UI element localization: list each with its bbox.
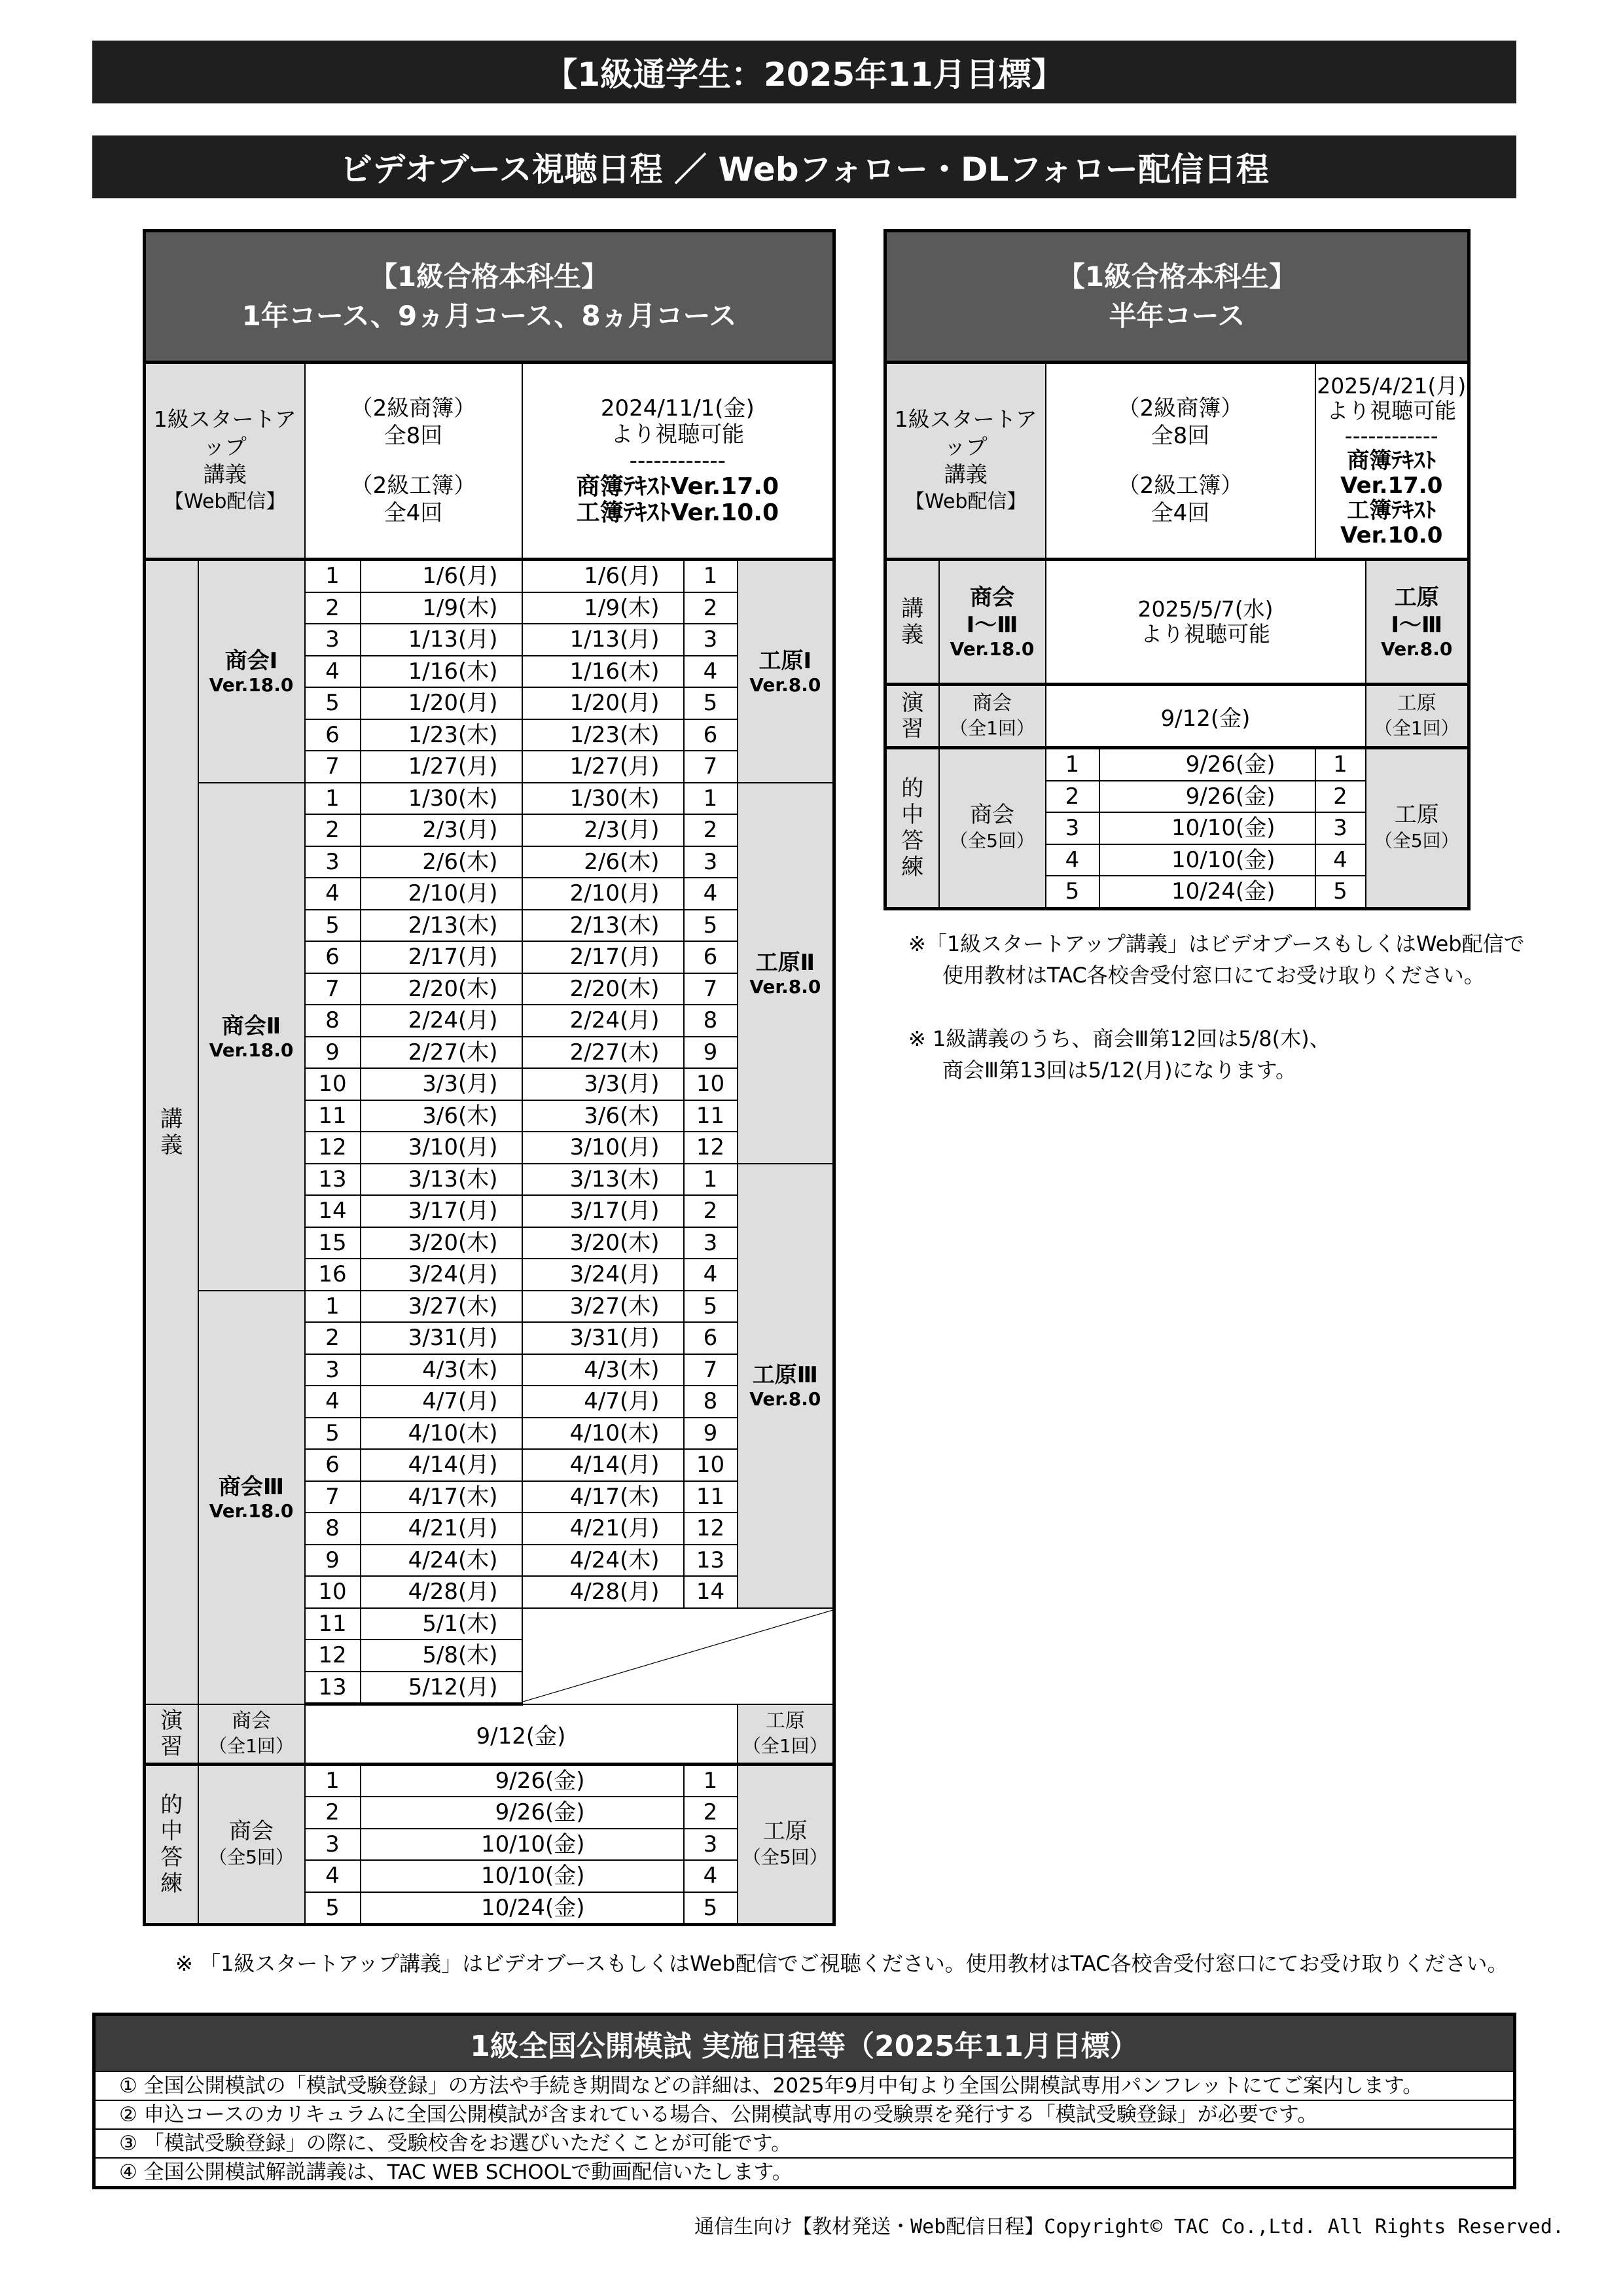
- videobooth-date: 1/30(木): [361, 783, 522, 815]
- kogen-session-number: 14: [684, 1576, 738, 1608]
- kogen-session-number: 10: [684, 1449, 738, 1481]
- mock-exam-line-1: ① 全国公開模試の「模試受験登録」の方法や手続き期間などの詳細は、2025年9月中旬より全国公開模試専用パンフレットにてご案内します。: [96, 2071, 1513, 2100]
- shokai-session-number: 3: [305, 624, 361, 656]
- right-shokai-range: 商会 Ⅰ～Ⅲ Ver.18.0: [939, 560, 1046, 685]
- right-ensyu-label: 演習: [885, 685, 939, 748]
- shokai-session-number: 10: [305, 1576, 361, 1608]
- web-delivery-date: 2/20(木): [522, 973, 684, 1005]
- kogen-session-number: 6: [684, 1322, 738, 1354]
- right-tekichu-shokai-number: 2: [1046, 781, 1099, 813]
- videobooth-date: 4/28(月): [361, 1576, 522, 1608]
- right-kogi-label: 講義: [885, 560, 939, 685]
- tekichu-kogen: 工原 （全5回）: [738, 1764, 834, 1925]
- web-delivery-date: 3/27(木): [522, 1291, 684, 1323]
- mock-exam-line-2: ② 申込コースのカリキュラムに全国公開模試が含まれている場合、公開模試専用の受験票を発行する「模試受験登録」が必要です。: [96, 2100, 1513, 2128]
- web-delivery-date: 3/3(月): [522, 1068, 684, 1100]
- bottom-note: ※ 「1級スタートアップ講義」はビデオブースもしくはWeb配信でご視聴ください。使用教材はTAC各校舎受付窓口にてお受け取りください。: [175, 1951, 1508, 1976]
- videobooth-date: 3/31(月): [361, 1322, 522, 1354]
- right-ensyu-kogen: 工原 （全1回）: [1366, 685, 1469, 748]
- web-delivery-date: 4/7(月): [522, 1386, 684, 1418]
- shokai-1-label: 商会Ⅰ Ver.18.0: [198, 560, 305, 783]
- ensyu-date: 9/12(金): [305, 1704, 738, 1765]
- videobooth-date: 3/10(月): [361, 1132, 522, 1164]
- tekichu-label: 的中答練: [145, 1764, 198, 1925]
- web-delivery-date: 2/24(月): [522, 1005, 684, 1037]
- shokai-session-number: 9: [305, 1545, 361, 1577]
- shokai-session-number: 7: [305, 1481, 361, 1513]
- tekichu-date: 10/10(金): [361, 1829, 684, 1861]
- right-startup-lecture-label: 1級スタートアップ 講義 【Web配信】: [885, 363, 1046, 560]
- web-delivery-date: 4/10(木): [522, 1418, 684, 1450]
- shokai-session-number: 5: [305, 910, 361, 942]
- web-delivery-date: 4/14(月): [522, 1449, 684, 1481]
- startup-count-cell: （2級商簿） 全8回 （2級工簿） 全4回: [305, 363, 522, 560]
- shokai-session-number: 11: [305, 1608, 361, 1640]
- web-delivery-date: 1/13(月): [522, 624, 684, 656]
- tekichu-kogen-number: 2: [684, 1797, 738, 1829]
- shokai-session-number: 13: [305, 1672, 361, 1704]
- kogen-session-number: 12: [684, 1132, 738, 1164]
- web-delivery-date: 2/6(木): [522, 846, 684, 878]
- mock-exam-line-4: ④ 全国公開模試解説講義は、TAC WEB SCHOOLで動画配信いたします。: [96, 2157, 1513, 2186]
- tekichu-kogen-number: 4: [684, 1860, 738, 1892]
- web-delivery-date: 4/24(木): [522, 1545, 684, 1577]
- lecture-row: [145, 783, 834, 815]
- right-tekichu-shokai-number: 5: [1046, 876, 1099, 908]
- kogen-session-number: 7: [684, 751, 738, 783]
- right-tekichu-label: 的中答練: [885, 748, 939, 909]
- kogen-session-number: 5: [684, 687, 738, 719]
- mock-exam-line-3: ③ 「模試受験登録」の際に、受験校舎をお選びいただくことが可能です。: [96, 2128, 1513, 2157]
- shokai-session-number: 5: [305, 687, 361, 719]
- tekichu-shokai-number: 5: [305, 1892, 361, 1925]
- web-delivery-date: 2/13(木): [522, 910, 684, 942]
- right-tekichu-kogen-number: 1: [1315, 748, 1366, 781]
- right-tekichu-shokai-number: 4: [1046, 844, 1099, 876]
- lecture-row: [145, 1291, 834, 1323]
- kogen-session-number: 1: [684, 560, 738, 592]
- kogen-session-number: 3: [684, 846, 738, 878]
- right-tekichu-date: 10/10(金): [1099, 844, 1315, 876]
- web-delivery-date: 3/13(木): [522, 1164, 684, 1196]
- videobooth-date: 1/23(木): [361, 719, 522, 751]
- tekichu-kogen-number: 5: [684, 1892, 738, 1925]
- shokai-session-number: 1: [305, 783, 361, 815]
- videobooth-date: 1/6(月): [361, 560, 522, 592]
- web-delivery-date: 3/17(月): [522, 1195, 684, 1227]
- footer-copyright: 通信生向け【教材発送・Web配信日程】Copyright© TAC Co.,Ltd. All Rights Reserved.: [694, 2215, 1564, 2238]
- tekichu-date: 10/24(金): [361, 1892, 684, 1925]
- kogen-session-number: 1: [684, 783, 738, 815]
- kogen-session-number: 6: [684, 719, 738, 751]
- web-delivery-date: 3/20(木): [522, 1227, 684, 1259]
- shokai-session-number: 13: [305, 1164, 361, 1196]
- header-line2: 1年コース、9ヵ月コース、8ヵ月コース: [241, 300, 737, 332]
- right-ensyu-shokai: 商会 （全1回）: [939, 685, 1046, 748]
- shokai-session-number: 2: [305, 814, 361, 846]
- kogen-session-number: 3: [684, 1227, 738, 1259]
- right-ensyu-date: 9/12(金): [1046, 685, 1366, 748]
- videobooth-date: 2/6(木): [361, 846, 522, 878]
- half-year-course-schedule-table: [883, 229, 1471, 910]
- shokai-session-number: 7: [305, 973, 361, 1005]
- right-note-2: ※ 1級講義のうち、商会Ⅲ第12回は5/8(木)、 商会Ⅲ第13回は5/12(月)になります。: [908, 1026, 1330, 1083]
- kogi-label: 講義: [145, 560, 198, 1704]
- right-tekichu-date: 9/26(金): [1099, 781, 1315, 813]
- videobooth-date: 1/16(木): [361, 656, 522, 688]
- ensyu-label: 演習: [145, 1704, 198, 1765]
- kogen-session-number: 10: [684, 1068, 738, 1100]
- shokai-session-number: 2: [305, 592, 361, 624]
- videobooth-date: 2/17(月): [361, 941, 522, 973]
- tekichu-shokai-number: 2: [305, 1797, 361, 1829]
- kogen-session-number: 13: [684, 1545, 738, 1577]
- kogen-session-number: 2: [684, 1195, 738, 1227]
- right-tekichu-kogen-number: 5: [1315, 876, 1366, 908]
- web-delivery-date: 4/28(月): [522, 1576, 684, 1608]
- web-delivery-date: 3/6(木): [522, 1100, 684, 1132]
- kogen-session-number: 12: [684, 1513, 738, 1545]
- kogen-1-label: 工原Ⅰ Ver.8.0: [738, 560, 834, 783]
- web-delivery-date: 2/17(月): [522, 941, 684, 973]
- right-tekichu-date: 10/10(金): [1099, 812, 1315, 844]
- tekichu-date: 10/10(金): [361, 1860, 684, 1892]
- full-course-schedule-table: [143, 229, 836, 1926]
- kogen-session-number: 8: [684, 1005, 738, 1037]
- kogen-session-number: 2: [684, 814, 738, 846]
- kogen-session-number: 9: [684, 1418, 738, 1450]
- shokai-session-number: 6: [305, 941, 361, 973]
- right-tekichu-kogen: 工原 （全5回）: [1366, 748, 1469, 909]
- shokai-session-number: 3: [305, 846, 361, 878]
- right-table-header: 【1級合格本科生】 半年コース: [885, 231, 1469, 363]
- right-kogi-availability: 2025/5/7(水) より視聴可能: [1046, 560, 1366, 685]
- ensyu-shokai: 商会 （全1回）: [198, 1704, 305, 1765]
- web-delivery-date: 4/3(木): [522, 1354, 684, 1386]
- videobooth-date: 2/24(月): [361, 1005, 522, 1037]
- tekichu-row: [145, 1764, 834, 1797]
- videobooth-date: 3/20(木): [361, 1227, 522, 1259]
- shokai-session-number: 10: [305, 1068, 361, 1100]
- tekichu-shokai-number: 3: [305, 1829, 361, 1861]
- tekichu-date: 9/26(金): [361, 1764, 684, 1797]
- shokai-session-number: 7: [305, 751, 361, 783]
- empty-diagonal-cell: [522, 1608, 834, 1704]
- videobooth-date: 3/6(木): [361, 1100, 522, 1132]
- shokai-session-number: 12: [305, 1640, 361, 1672]
- right-tekichu-date: 10/24(金): [1099, 876, 1315, 908]
- videobooth-date: 3/27(木): [361, 1291, 522, 1323]
- shokai-session-number: 1: [305, 560, 361, 592]
- videobooth-date: 3/13(木): [361, 1164, 522, 1196]
- right-tekichu-date: 9/26(金): [1099, 748, 1315, 781]
- page-title: 【1級通学生：2025年11月目標】: [92, 41, 1516, 103]
- shokai-session-number: 6: [305, 1449, 361, 1481]
- kogen-session-number: 11: [684, 1481, 738, 1513]
- web-delivery-date: 2/3(月): [522, 814, 684, 846]
- kogen-session-number: 4: [684, 878, 738, 910]
- web-delivery-date: 2/10(月): [522, 878, 684, 910]
- page-subtitle: ビデオブース視聴日程 ／ Webフォロー・DLフォロー配信日程: [92, 135, 1516, 198]
- shokai-session-number: 4: [305, 656, 361, 688]
- right-tekichu-row: [885, 748, 1469, 781]
- kogen-session-number: 6: [684, 941, 738, 973]
- videobooth-date: 2/13(木): [361, 910, 522, 942]
- kogen-session-number: 11: [684, 1100, 738, 1132]
- shokai-session-number: 8: [305, 1513, 361, 1545]
- tekichu-kogen-number: 1: [684, 1764, 738, 1797]
- kogen-session-number: 1: [684, 1164, 738, 1196]
- web-delivery-date: 3/24(月): [522, 1259, 684, 1291]
- web-delivery-date: 4/17(木): [522, 1481, 684, 1513]
- right-tekichu-kogen-number: 2: [1315, 781, 1366, 813]
- shokai-session-number: 5: [305, 1418, 361, 1450]
- videobooth-date: 5/1(木): [361, 1608, 522, 1640]
- tekichu-date: 9/26(金): [361, 1797, 684, 1829]
- right-kogen-range: 工原 Ⅰ～Ⅲ Ver.8.0: [1366, 560, 1469, 685]
- kogen-session-number: 8: [684, 1386, 738, 1418]
- videobooth-date: 4/14(月): [361, 1449, 522, 1481]
- web-delivery-date: 3/10(月): [522, 1132, 684, 1164]
- web-delivery-date: 1/30(木): [522, 783, 684, 815]
- videobooth-date: 1/20(月): [361, 687, 522, 719]
- startup-lecture-label: 1級スタートアップ 講義 【Web配信】: [145, 363, 305, 560]
- web-delivery-date: 1/27(月): [522, 751, 684, 783]
- right-startup-availability-cell: 2025/4/21(月) より視聴可能 ------------ 商簿ﾃｷｽﾄVer.17.0 工簿ﾃｷｽﾄVer.10.0: [1315, 363, 1469, 560]
- web-delivery-date: 1/9(木): [522, 592, 684, 624]
- shokai-session-number: 9: [305, 1037, 361, 1069]
- shokai-session-number: 4: [305, 1386, 361, 1418]
- shokai-session-number: 11: [305, 1100, 361, 1132]
- kogen-2-label: 工原Ⅱ Ver.8.0: [738, 783, 834, 1164]
- videobooth-date: 4/3(木): [361, 1354, 522, 1386]
- right-note-1: ※「1級スタートアップ講義」はビデオブースもしくはWeb配信で 使用教材はTAC各校舎受付窓口にてお受け取りください。: [908, 931, 1525, 988]
- shokai-session-number: 6: [305, 719, 361, 751]
- videobooth-date: 3/17(月): [361, 1195, 522, 1227]
- shokai-session-number: 8: [305, 1005, 361, 1037]
- lecture-row: [145, 560, 834, 592]
- right-startup-count-cell: （2級商簿） 全8回 （2級工簿） 全4回: [1046, 363, 1315, 560]
- videobooth-date: 3/24(月): [361, 1259, 522, 1291]
- videobooth-date: 1/13(月): [361, 624, 522, 656]
- shokai-session-number: 1: [305, 1291, 361, 1323]
- shokai-session-number: 14: [305, 1195, 361, 1227]
- shokai-session-number: 15: [305, 1227, 361, 1259]
- kogen-session-number: 5: [684, 1291, 738, 1323]
- startup-availability-cell: 2024/11/1(金) より視聴可能 ------------ 商簿ﾃｷｽﾄVer.17.0 工簿ﾃｷｽﾄVer.10.0: [522, 363, 834, 560]
- web-delivery-date: 1/20(月): [522, 687, 684, 719]
- mock-exam-box: [92, 2013, 1516, 2189]
- shokai-2-label: 商会Ⅱ Ver.18.0: [198, 783, 305, 1291]
- web-delivery-date: 1/6(月): [522, 560, 684, 592]
- tekichu-kogen-number: 3: [684, 1829, 738, 1861]
- shokai-session-number: 12: [305, 1132, 361, 1164]
- ensyu-kogen: 工原 （全1回）: [738, 1704, 834, 1765]
- videobooth-date: 4/7(月): [361, 1386, 522, 1418]
- tekichu-shokai-number: 4: [305, 1860, 361, 1892]
- mock-exam-title: 1級全国公開模試 実施日程等（2025年11月目標）: [96, 2016, 1513, 2071]
- header-line1: 【1級合格本科生】: [369, 260, 609, 293]
- shokai-3-label: 商会Ⅲ Ver.18.0: [198, 1291, 305, 1704]
- right-tekichu-shokai-number: 3: [1046, 812, 1099, 844]
- videobooth-date: 2/10(月): [361, 878, 522, 910]
- shokai-session-number: 4: [305, 878, 361, 910]
- videobooth-date: 2/3(月): [361, 814, 522, 846]
- tekichu-shokai-number: 1: [305, 1764, 361, 1797]
- shokai-session-number: 3: [305, 1354, 361, 1386]
- kogen-session-number: 5: [684, 910, 738, 942]
- tekichu-shokai: 商会 （全5回）: [198, 1764, 305, 1925]
- videobooth-date: 4/17(木): [361, 1481, 522, 1513]
- right-tekichu-kogen-number: 3: [1315, 812, 1366, 844]
- shokai-session-number: 16: [305, 1259, 361, 1291]
- web-delivery-date: 2/27(木): [522, 1037, 684, 1069]
- videobooth-date: 5/8(木): [361, 1640, 522, 1672]
- videobooth-date: 3/3(月): [361, 1068, 522, 1100]
- left-table-header: [145, 231, 834, 363]
- videobooth-date: 1/27(月): [361, 751, 522, 783]
- shokai-session-number: 2: [305, 1322, 361, 1354]
- kogen-session-number: 9: [684, 1037, 738, 1069]
- videobooth-date: 4/24(木): [361, 1545, 522, 1577]
- right-tekichu-kogen-number: 4: [1315, 844, 1366, 876]
- web-delivery-date: 3/31(月): [522, 1322, 684, 1354]
- web-delivery-date: 4/21(月): [522, 1513, 684, 1545]
- kogen-session-number: 7: [684, 973, 738, 1005]
- kogen-session-number: 4: [684, 1259, 738, 1291]
- videobooth-date: 5/12(月): [361, 1672, 522, 1704]
- kogen-session-number: 3: [684, 624, 738, 656]
- web-delivery-date: 1/16(木): [522, 656, 684, 688]
- right-tekichu-shokai-number: 1: [1046, 748, 1099, 781]
- kogen-session-number: 2: [684, 592, 738, 624]
- kogen-session-number: 4: [684, 656, 738, 688]
- videobooth-date: 2/20(木): [361, 973, 522, 1005]
- web-delivery-date: 1/23(木): [522, 719, 684, 751]
- kogen-session-number: 7: [684, 1354, 738, 1386]
- videobooth-date: 2/27(木): [361, 1037, 522, 1069]
- ensyu-row: [145, 1704, 834, 1765]
- videobooth-date: 1/9(木): [361, 592, 522, 624]
- videobooth-date: 4/21(月): [361, 1513, 522, 1545]
- right-tekichu-shokai: 商会 （全5回）: [939, 748, 1046, 909]
- videobooth-date: 4/10(木): [361, 1418, 522, 1450]
- kogen-3-label: 工原Ⅲ Ver.8.0: [738, 1164, 834, 1608]
